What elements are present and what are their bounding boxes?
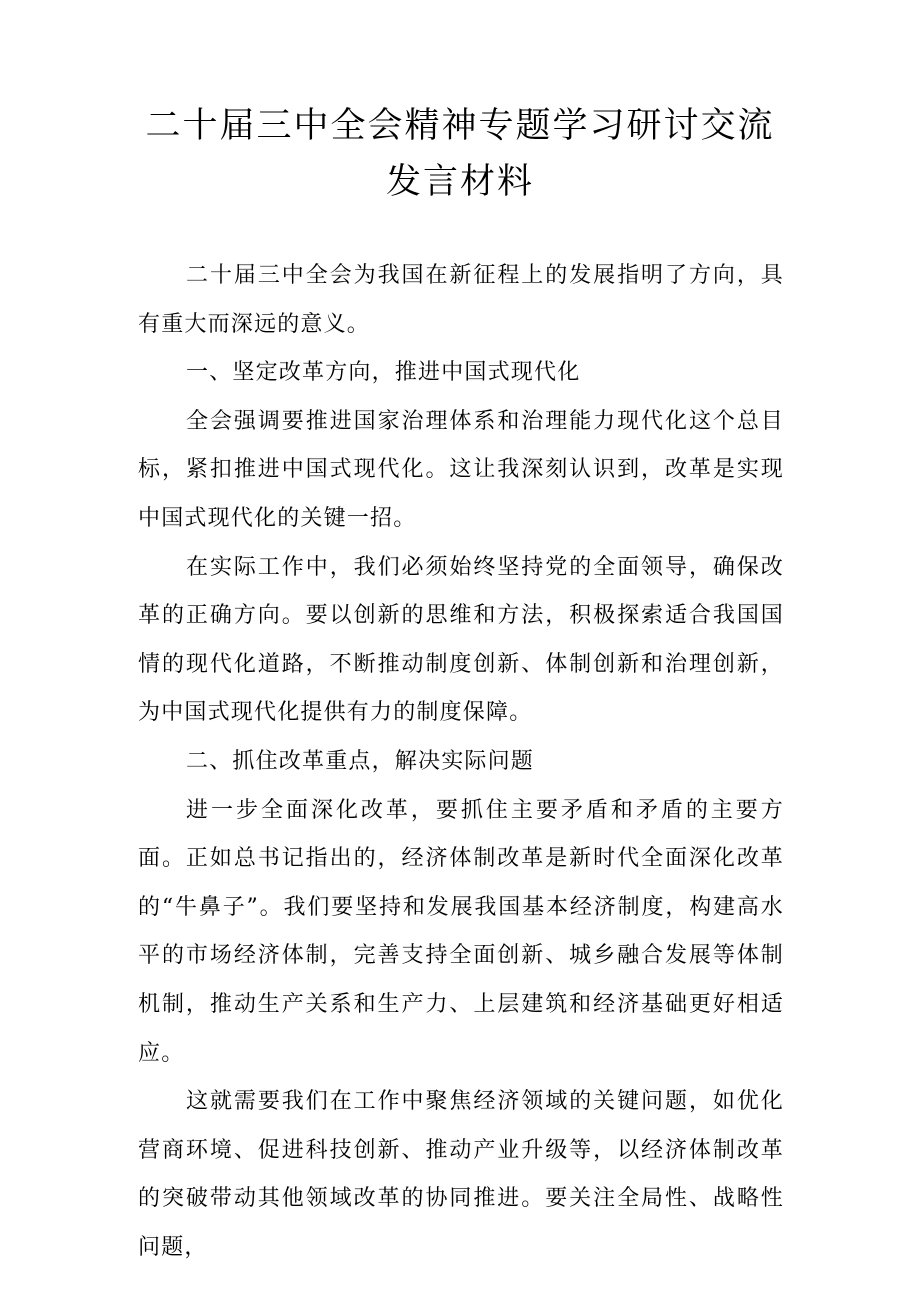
document-title: 二十届三中全会精神专题学习研讨交流发言材料 bbox=[145, 106, 775, 202]
section-heading-1: 一、坚定改革方向，推进中国式现代化 bbox=[186, 360, 581, 386]
intro-paragraph: 二十届三中全会为我国在新征程上的发展指明了方向，具有重大而深远的意义。 bbox=[138, 263, 784, 337]
body-paragraph: 这就需要我们在工作中聚焦经济领域的关键问题，如优化营商环境、促进科技创新、推动产业升级等，以经济体制改革的突破带动其他领域改革的协同推进。要关注全局性、战略性问题， bbox=[138, 1089, 784, 1260]
body-paragraph: 在实际工作中，我们必须始终坚持党的全面领导，确保改革的正确方向。要以创新的思维和方法，积极探索适合我国国情的现代化道路，不断推动制度创新、体制创新和治理创新，为中国式现代化提供有力的制度保障。 bbox=[138, 554, 784, 726]
section-heading-2: 二、抓住改革重点，解决实际问题 bbox=[186, 748, 535, 774]
body-paragraph: 全会强调要推进国家治理体系和治理能力现代化这个总目标，紧扣推进中国式现代化。这让我深刻认识到，改革是实现中国式现代化的关键一招。 bbox=[138, 408, 784, 531]
body-paragraph: 进一步全面深化改革，要抓住主要矛盾和矛盾的主要方面。正如总书记指出的，经济体制改革是新时代全面深化改革的“牛鼻子”。我们要坚持和发展我国基本经济制度，构建高水平的市场经济体制，完善支持全面创新、城乡融合发展等体制机制，推动生产关系和生产力、上层建筑和经济基础更好相适应。 bbox=[138, 797, 784, 1066]
document-body bbox=[138, 252, 784, 1272]
